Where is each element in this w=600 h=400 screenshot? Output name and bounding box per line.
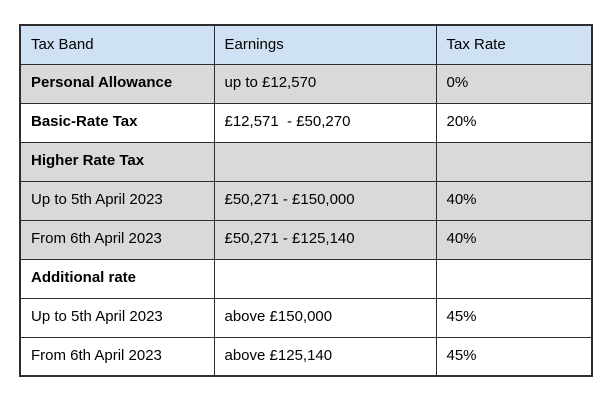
cell-rate: 45% (436, 337, 592, 376)
cell-band: From 6th April 2023 (20, 337, 214, 376)
table-row (20, 337, 592, 376)
cell-rate: 40% (436, 220, 592, 259)
header-row (20, 25, 592, 64)
cell-band: Personal Allowance (20, 64, 214, 103)
cell-earnings (214, 142, 436, 181)
cell-earnings: £50,271 - £150,000 (214, 181, 436, 220)
cell-earnings: above £150,000 (214, 298, 436, 337)
table-row (20, 103, 592, 142)
table-row (20, 181, 592, 220)
cell-band: Up to 5th April 2023 (20, 298, 214, 337)
table-row (20, 259, 592, 298)
cell-earnings (214, 259, 436, 298)
cell-earnings: £12,571 - £50,270 (214, 103, 436, 142)
column-header-tax-band: Tax Band (20, 25, 214, 64)
cell-rate: 20% (436, 103, 592, 142)
cell-rate (436, 259, 592, 298)
table-body (20, 64, 592, 376)
cell-rate: 40% (436, 181, 592, 220)
cell-band: Higher Rate Tax (20, 142, 214, 181)
tax-band-table (19, 24, 593, 377)
table-row (20, 298, 592, 337)
cell-band: Up to 5th April 2023 (20, 181, 214, 220)
column-header-tax-rate: Tax Rate (436, 25, 592, 64)
cell-rate: 45% (436, 298, 592, 337)
table-row (20, 64, 592, 103)
cell-band: From 6th April 2023 (20, 220, 214, 259)
table-row (20, 220, 592, 259)
cell-earnings: above £125,140 (214, 337, 436, 376)
cell-earnings: £50,271 - £125,140 (214, 220, 436, 259)
cell-band: Additional rate (20, 259, 214, 298)
column-header-earnings: Earnings (214, 25, 436, 64)
cell-rate: 0% (436, 64, 592, 103)
table-row (20, 142, 592, 181)
cell-earnings: up to £12,570 (214, 64, 436, 103)
cell-rate (436, 142, 592, 181)
cell-band: Basic-Rate Tax (20, 103, 214, 142)
